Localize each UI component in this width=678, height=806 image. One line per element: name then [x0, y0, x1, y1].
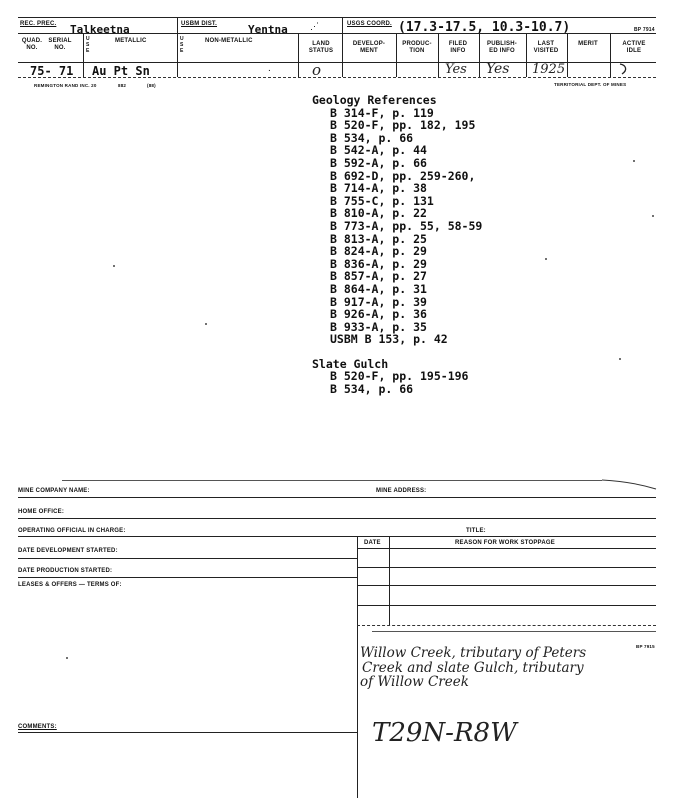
rec-prec-value: Talkeetna [70, 23, 130, 36]
reference-item: B 592-A, p. 66 [330, 155, 427, 170]
col-published-info: PUBLISH- ED INFO [487, 41, 517, 54]
col-use-right: U S E [180, 36, 184, 54]
col-use-left: U S E [86, 36, 90, 54]
col-metallic: METALLIC [115, 38, 147, 44]
col-development: DEVELOP- MENT [352, 41, 386, 54]
usgs-coord-label: USGS COORD. [347, 21, 392, 27]
reference-item: B 824-A, p. 29 [330, 244, 427, 259]
rec-prec-label: REC. PREC. [20, 21, 57, 27]
speck [619, 358, 621, 360]
speck [205, 323, 207, 325]
usbm-dist-label: USBM DIST. [181, 21, 218, 27]
speck [633, 160, 635, 162]
date-production-started-label: DATE PRODUCTION STARTED: [18, 568, 113, 574]
note-line-3: of Willow Creek [360, 674, 469, 690]
location-notes [360, 646, 586, 690]
date-development-started-label: DATE DEVELOPMENT STARTED: [18, 548, 118, 554]
reference-item: B 520-F, pp. 182, 195 [330, 118, 476, 133]
reference-item: USBM B 153, p. 42 [330, 332, 448, 347]
speck [113, 265, 115, 267]
mine-address-label: MINE ADDRESS: [376, 488, 427, 494]
reference-item: B 836-A, p. 29 [330, 256, 427, 271]
reason-col-label: REASON FOR WORK STOPPAGE [455, 540, 555, 546]
row-land-status: o [312, 61, 322, 79]
operating-official-label: OPERATING OFFICIAL IN CHARGE: [18, 528, 126, 534]
references-heading: Geology References [312, 93, 437, 107]
row-filed-info: Yes [445, 62, 467, 77]
reference-item: B 857-A, p. 27 [330, 269, 427, 284]
speck [545, 258, 547, 260]
reference-item: B 314-F, p. 119 [330, 105, 434, 120]
col-merit: MERIT [578, 41, 598, 47]
speck [66, 657, 68, 659]
date-col-label: DATE [364, 540, 381, 546]
col-non-metallic: NON-METALLIC [205, 38, 253, 44]
title-label: TITLE: [466, 528, 486, 534]
reference-item: B 714-A, p. 38 [330, 181, 427, 196]
note-line-1: Willow Creek, tributary of Peters [360, 645, 587, 661]
row-published-info: Yes [486, 61, 510, 77]
col-land-status: LAND STATUS [308, 41, 334, 54]
slate-gulch-heading: Slate Gulch [312, 356, 389, 371]
form-number-2: BP 7915 [636, 644, 655, 649]
row-metallic: Au Pt Sn [92, 64, 150, 78]
row-quad-serial: 75- 71 [30, 64, 74, 78]
printer-code-2: (88) [147, 83, 156, 88]
note-line-2: Creek and slate Gulch, tributary [362, 659, 584, 676]
reference-item: B 933-A, p. 35 [330, 319, 427, 334]
reference-item: B 534, p. 66 [330, 382, 414, 397]
reference-item: B 813-A, p. 25 [330, 231, 427, 246]
reference-item: B 542-A, p. 44 [330, 143, 427, 158]
row-dot: . [268, 63, 271, 74]
home-office-label: HOME OFFICE: [18, 509, 65, 515]
reference-item: B 755-C, p. 131 [330, 193, 434, 208]
col-last-visited: LAST VISITED [533, 41, 559, 54]
reference-item: B 926-A, p. 36 [330, 307, 427, 322]
active-check-mark [616, 61, 632, 77]
form-top-corner [600, 478, 660, 492]
col-production: PRODUC- TION [402, 41, 432, 54]
col-filed-info: FILED INFO [448, 41, 468, 54]
comments-label: COMMENTS: [18, 724, 57, 730]
printer-code-1: 882 [118, 83, 127, 88]
reference-item: B 520-F, pp. 195-196 [330, 369, 469, 384]
speck [652, 215, 654, 217]
dept-imprint: TERRITORIAL DEPT. OF MINES [554, 82, 627, 87]
reference-item: B 773-A, pp. 55, 58-59 [330, 218, 483, 233]
usgs-coord-value: (17.3-17.5, 10.3-10.7) [398, 20, 571, 35]
form-top-rule [62, 480, 602, 481]
col-active-idle: ACTIVE IDLE [622, 41, 646, 54]
reference-item: B 534, p. 66 [330, 130, 414, 145]
reference-item: B 864-A, p. 31 [330, 281, 427, 296]
col-serial-no: SERIAL NO. [48, 38, 72, 51]
township-range: T29N-R8W [372, 718, 517, 748]
row-last-visited: 1925 [532, 62, 566, 77]
leases-offers-label: LEASES & OFFERS — TERMS OF: [18, 582, 122, 588]
printer-imprint: REMINGTON RAND INC. 20 [34, 83, 97, 88]
usbm-dist-value: Yentna [248, 23, 288, 36]
reference-item: B 692-D, pp. 259-260, [330, 168, 476, 183]
col-quad-no: QUAD. NO. [21, 38, 43, 51]
geology-references [312, 94, 482, 396]
mine-company-name-label: MINE COMPANY NAME: [18, 488, 90, 494]
form-number: BP 7914 [634, 27, 655, 33]
reference-item: B 917-A, p. 39 [330, 294, 427, 309]
reference-item: B 810-A, p. 22 [330, 206, 427, 221]
punch-mark: ⋰ [310, 21, 319, 31]
